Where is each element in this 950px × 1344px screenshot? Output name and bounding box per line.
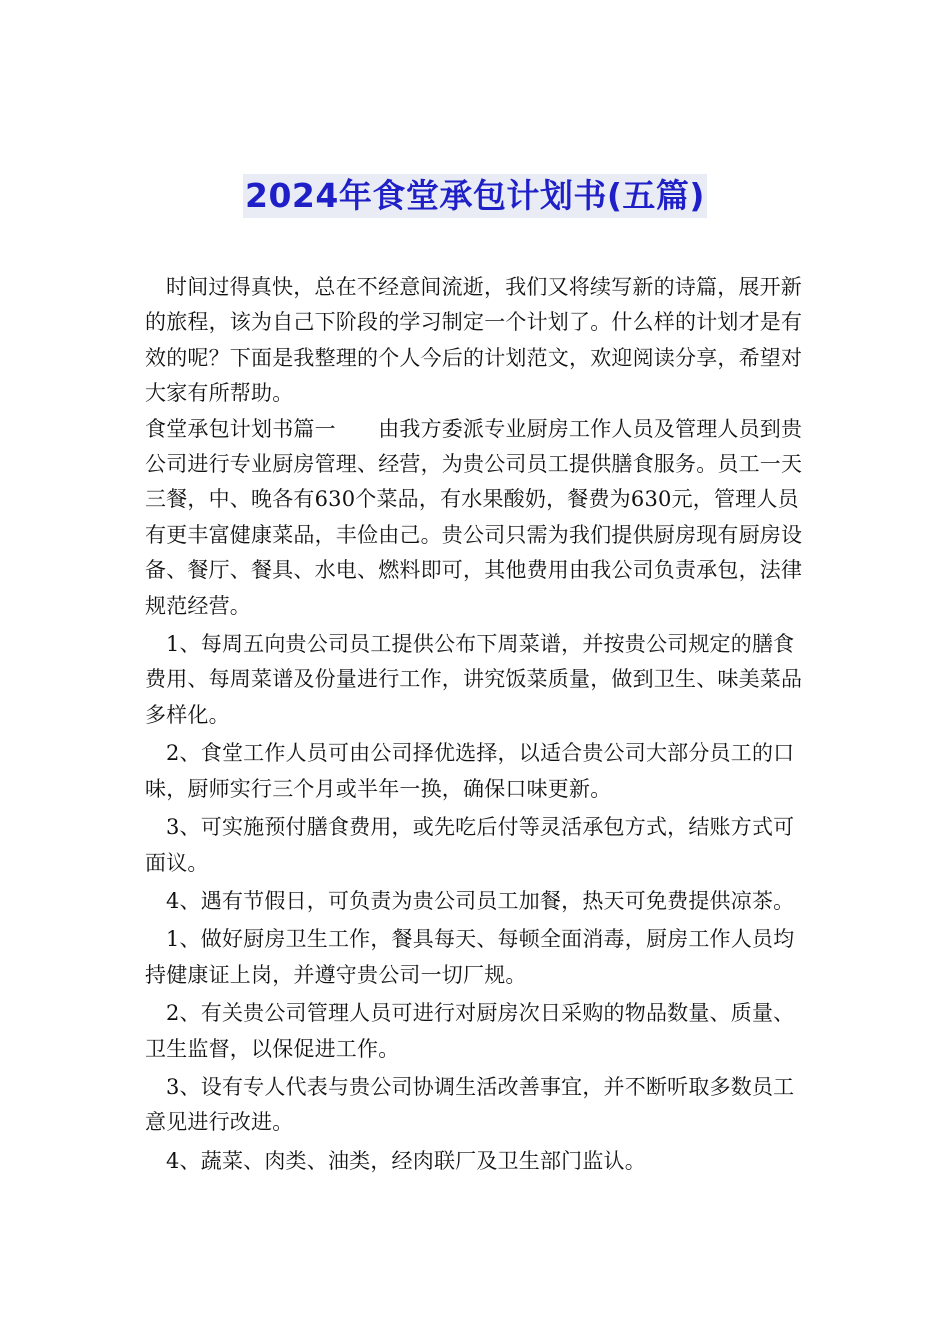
section-one-paragraph: 食堂承包计划书篇一 由我方委派专业厨房工作人员及管理人员到贵公司进行专业厨房管理、经营，为贵公司员工提供膳食服务。员工一天三餐，中、晚各有630个菜品，有水果酸奶，餐费为630元，管理人员有更丰富健康菜品，丰俭由己。贵公司只需为我们提供厨房现有厨房设备、餐厅、餐具、水电、燃料即可，其他费用由我公司负责承包，法律规范经营。 [145, 416, 803, 618]
list-item: 4、蔬菜、肉类、油类，经肉联厂及卫生部门监认。 [166, 1148, 646, 1173]
title-container [0, 174, 950, 218]
intro-paragraph: 时间过得真快，总在不经意间流逝，我们又将续写新的诗篇，展开新的旅程，该为自己下阶段的学习制定一个计划了。什么样的计划才是有效的呢？下面是我整理的个人今后的计划范文，欢迎阅读分享，希望对大家有所帮助。 [145, 275, 803, 406]
list-item: 2、有关贵公司管理人员可进行对厨房次日采购的物品数量、质量、卫生监督，以保促进工作。 [145, 1001, 795, 1061]
list-item: 3、设有专人代表与贵公司协调生活改善事宜，并不断听取多数员工意见进行改进。 [145, 1074, 795, 1135]
document-body [145, 270, 813, 1179]
list-item: 2、食堂工作人员可由公司择优选择，以适合贵公司大部分员工的口味，厨师实行三个月或半年一换，确保口味更新。 [145, 741, 795, 801]
list-item: 1、做好厨房卫生工作，餐具每天、每顿全面消毒，厨房工作人员均持健康证上岗，并遵守贵公司一切厂规。 [145, 927, 795, 987]
list-item: 1、每周五向贵公司员工提供公布下周菜谱，并按贵公司规定的膳食费用、每周菜谱及份量进行工作，讲究饭菜质量，做到卫生、味美菜品多样化。 [145, 632, 803, 727]
list-item: 3、可实施预付膳食费用，或先吃后付等灵活承包方式，结账方式可面议。 [145, 815, 795, 875]
list-item: 4、遇有节假日，可负责为贵公司员工加餐，热天可免费提供凉茶。 [166, 888, 795, 913]
document-title: 2024年食堂承包计划书(五篇) [243, 174, 707, 218]
